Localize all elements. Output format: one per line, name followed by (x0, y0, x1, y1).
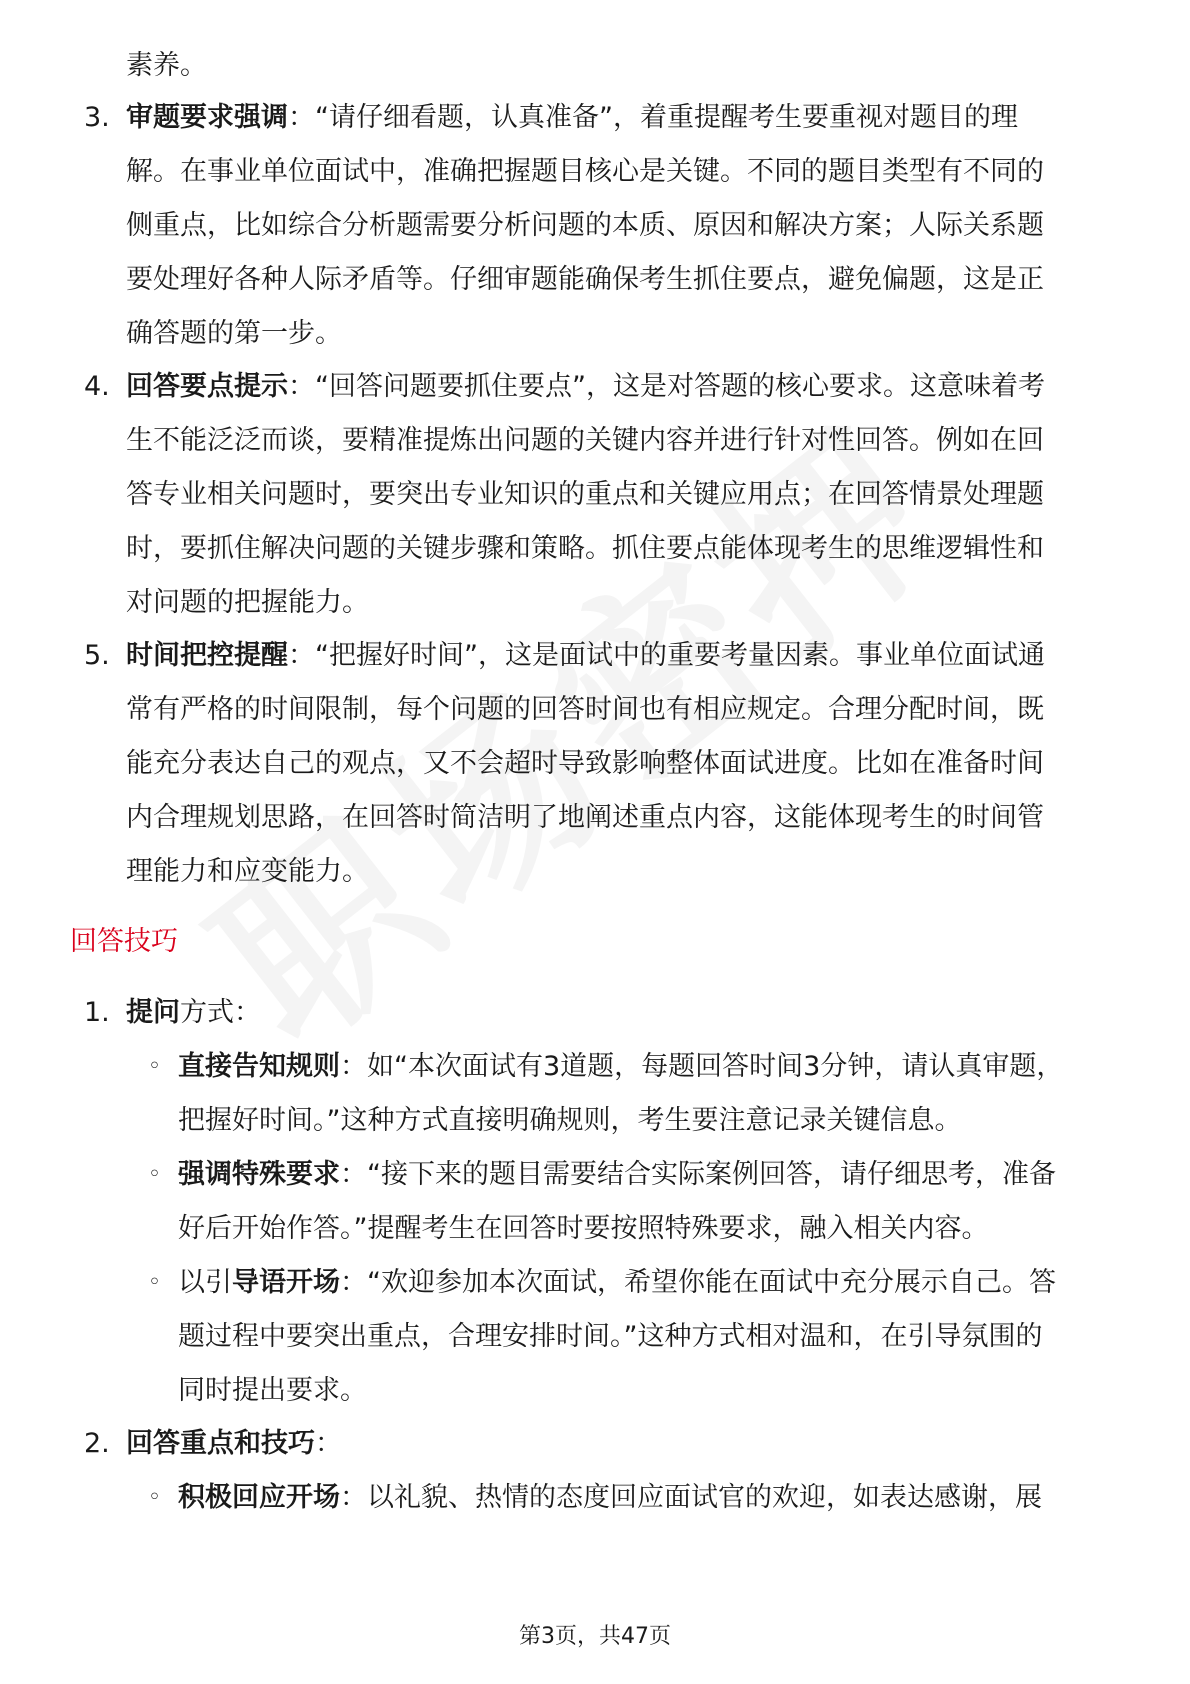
list-number: 3. (84, 102, 110, 133)
item-heading: 回答要点提示 (126, 371, 288, 402)
sub-item-4-line-1 (178, 1480, 1042, 1516)
item-text: ：“请仔细看题，认真准备”，着重提醒考生要重视对题目的理 (288, 102, 1018, 133)
item-text: ： (315, 1428, 342, 1459)
paragraph-line: 时，要抓住解决问题的关键步骤和策略。抓住要点能体现考生的思维逻辑性和 (126, 533, 1044, 564)
paragraph-line: 题过程中要突出重点，合理安排时间。”这种方式相对温和，在引导氛围的 (178, 1321, 1043, 1352)
list-number: 4. (84, 371, 110, 402)
item-text: ：“接下来的题目需要结合实际案例回答，请仔细思考，准备 (340, 1159, 1056, 1190)
item-heading: 强调特殊要求 (178, 1159, 340, 1190)
item-heading: 时间把控提醒 (126, 640, 288, 671)
item-prefix: 以引 (178, 1267, 232, 1298)
item-heading: 积极回应开场 (178, 1482, 340, 1513)
item-text: ：“回答问题要抓住要点”，这是对答题的核心要求。这意味着考 (288, 371, 1045, 402)
item-heading: 导语开场 (232, 1267, 340, 1298)
item-heading: 审题要求强调 (126, 102, 288, 133)
item-heading: 提问 (126, 997, 180, 1028)
paragraph-line: 侧重点，比如综合分析题需要分析问题的本质、原因和解决方案；人际关系题 (126, 210, 1044, 241)
item-text: ：“欢迎参加本次面试，希望你能在面试中充分展示自己。答 (340, 1267, 1056, 1298)
bullet-marker: ◦ (148, 1485, 161, 1510)
list-number: 1. (84, 997, 110, 1028)
sub-item-3-line-1 (178, 1265, 1056, 1301)
sub-item-1-line-1 (178, 1049, 1063, 1085)
list-item-1 (126, 995, 261, 1031)
paragraph-line: 好后开始作答。”提醒考生在回答时要按照特殊要求，融入相关内容。 (178, 1213, 989, 1244)
item-heading: 直接告知规则 (178, 1051, 340, 1082)
paragraph-line: 确答题的第一步。 (126, 318, 342, 349)
section-heading: 回答技巧 (70, 926, 178, 957)
paragraph-line: 答专业相关问题时，要突出专业知识的重点和关键应用点；在回答情景处理题 (126, 479, 1044, 510)
paragraph-line: 解。在事业单位面试中，准确把握题目核心是关键。不同的题目类型有不同的 (126, 156, 1044, 187)
list-item-5-line-1 (126, 638, 1045, 674)
item-text: ：以礼貌、热情的态度回应面试官的欢迎，如表达感谢，展 (340, 1482, 1042, 1513)
item-text: ：“把握好时间”，这是面试中的重要考量因素。事业单位面试通 (288, 640, 1045, 671)
bullet-marker: ◦ (148, 1270, 161, 1295)
item-text: ：如“本次面试有3道题，每题回答时间3分钟，请认真审题， (340, 1051, 1064, 1082)
paragraph-line: 素养。 (126, 50, 207, 81)
paragraph-line: 理能力和应变能力。 (126, 856, 369, 887)
bullet-marker: ◦ (148, 1162, 161, 1187)
list-item-2 (126, 1426, 342, 1462)
item-text: 方式： (180, 997, 261, 1028)
page-footer: 第3页，共47页 (519, 1624, 671, 1649)
paragraph-line: 内合理规划思路，在回答时简洁明了地阐述重点内容，这能体现考生的时间管 (126, 802, 1044, 833)
paragraph-line: 常有严格的时间限制，每个问题的回答时间也有相应规定。合理分配时间，既 (126, 694, 1044, 725)
bullet-marker: ◦ (148, 1054, 161, 1079)
paragraph-line: 同时提出要求。 (178, 1375, 367, 1406)
paragraph-line: 生不能泛泛而谈，要精准提炼出问题的关键内容并进行针对性回答。例如在回 (126, 425, 1044, 456)
item-heading: 回答重点和技巧 (126, 1428, 315, 1459)
list-item-3-line-1 (126, 100, 1018, 136)
paragraph-line: 对问题的把握能力。 (126, 587, 369, 618)
paragraph-line: 能充分表达自己的观点，又不会超时导致影响整体面试进度。比如在准备时间 (126, 748, 1044, 779)
paragraph-line: 把握好时间。”这种方式直接明确规则，考生要注意记录关键信息。 (178, 1105, 962, 1136)
sub-item-2-line-1 (178, 1157, 1056, 1193)
list-item-4-line-1 (126, 369, 1045, 405)
list-number: 2. (84, 1428, 110, 1459)
paragraph-line: 要处理好各种人际矛盾等。仔细审题能确保考生抓住要点，避免偏题，这是正 (126, 264, 1044, 295)
list-number: 5. (84, 640, 110, 671)
